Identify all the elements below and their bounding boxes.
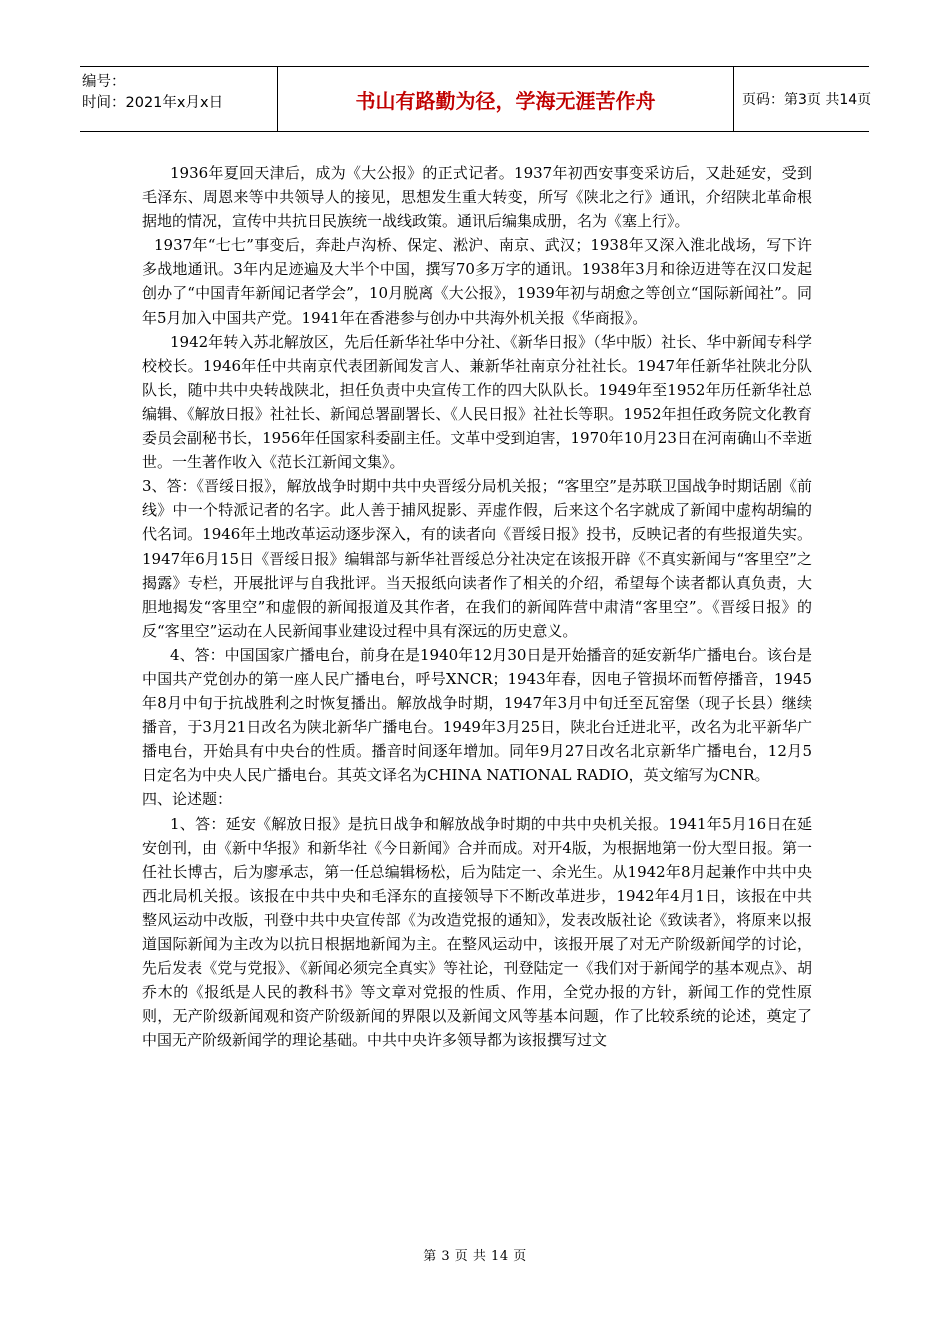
header-motto: 书山有路勤为径，学海无涯苦作舟 [277, 67, 734, 131]
page-footer: 第 3 页 共 14 页 [423, 1249, 527, 1264]
paragraph: 1942年转入苏北解放区，先后任新华社华中分社、《新华日报》（华中版）社长、华中新闻专科学校校长。1946年任中共南京代表团新闻发言人、兼新华社南京分社社长。1947年任新华社陕北分队队长，随中共中央转战陕北，担任负责中央宣传工作的四大队队长。1949年至1952年历任新华社总编辑、《解放日报》社社长、新闻总署副署长、《人民日报》社社长等职。1952年担任政务院文化教育委员会副秘书长，1956年任国家科委副主任。文革中受到迫害，1970年10月23日在河南确山不幸逝世。一生著作收入《范长江新闻文集》。 [142, 332, 812, 472]
paragraph: 1、答：延安《解放日报》是抗日战争和解放战争时期的中共中央机关报。1941年5月16日在延安创刊，由《新中华报》和新华社《今日新闻》合并而成。对开4版，为根据地第一份大型日报。第一任社长博古，后为廖承志，第一任总编辑杨松，后为陆定一、余光生。从1942年8月起兼作中共中央西北局机关报。该报在中共中央和毛泽东的直接领导下不断改革进步，1942年4月1日，该报在中共整风运动中改版，刊登中共中央宣传部《为改造党报的通知》，发表改版社论《致读者》，将原来以报道国际新闻为主改为以抗日根据地新闻为主。在整风运动中，该报开展了对无产阶级新闻学的讨论，先后发表《党与党报》、《新闻必须完全真实》等社论，刊登陆定一《我们对于新闻学的基本观点》、胡乔木的《报纸是人民的教科书》等文章对党报的性质、作用，全党办报的方针，新闻工作的党性原则，无产阶级新闻观和资产阶级新闻的界限以及新闻文风等基本问题，作了比较系统的论述，奠定了中国无产阶级新闻学的理论基础。中共中央许多领导都为该报撰写过文 [142, 814, 812, 1050]
paragraph: 1936年夏回天津后，成为《大公报》的正式记者。1937年初西安事变采访后，又赴延安，受到毛泽东、周恩来等中共领导人的接见，思想发生重大转变，所写《陕北之行》通讯，介绍陕北革命根据地的情况，宣传中共抗日民族统一战线政策。通讯后编集成册，名为《塞上行》。 [142, 164, 812, 231]
paragraph: 1937年“七七”事变后，奔赴卢沟桥、保定、淞沪、南京、武汉；1938年又深入淮北战场，写下许多战地通讯。3年内足迹遍及大半个中国，撰写70多万字的通讯。1938年3月和徐迈进等在汉口发起创办了“中国青年新闻记者学会”，10月脱离《大公报》，1939年初与胡愈之等创立“国际新闻社”。同年5月加入中国共产党。1941年在香港参与创办中共海外机关报《华商报》。 [142, 236, 812, 327]
paragraph: 4、答：中国国家广播电台，前身在是1940年12月30日是开始播音的延安新华广播电台。该台是中国共产党创办的第一座人民广播电台，呼号XNCR；1943年春，因电子管损坏而暂停播音，1945年8月中旬于抗战胜利之时恢复播出。解放战争时期，1947年3月中旬迁至瓦窑堡（现子长县）继续播音，于3月21日改名为陕北新华广播电台。1949年3月25日，陕北台迁进北平，改名为北平新华广播电台，开始具有中央台的性质。播音时间逐年增加。同年9月27日改名北京新华广播电台，12月5日定名为中央人民广播电台。其英文译名为CHINA NATIONAL RADIO，英文缩写为CNR。 [142, 645, 812, 785]
header-meta [82, 72, 272, 114]
paragraph: 3、答：《晋绥日报》，解放战争时期中共中央晋绥分局机关报；“客里空”是苏联卫国战争时期话剧《前线》中一个特派记者的名字。此人善于捕风捉影、弄虚作假，后来这个名字就成了新闻中虚构胡编的代名词。1946年土地改革运动逐步深入，有的读者向《晋绥日报》投书，反映记者的有些报道失实。1947年6月15日《晋绥日报》编辑部与新华社晋绥总分社决定在该报开辟《不真实新闻与“客里空”之揭露》专栏，开展批评与自我批评。当天报纸向读者作了相关的介绍，希望每个读者都认真负责，大胆地揭发“客里空”和虚假的新闻报道及其作者，在我们的新闻阵营中肃清“客里空”。《晋绥日报》的反“客里空”运动在人民新闻事业建设过程中具有深远的历史意义。 [142, 477, 812, 640]
header-page-info: 页码：第3页 共14页 [742, 92, 872, 108]
page-header [80, 66, 872, 132]
document-body [142, 161, 812, 1052]
time-label: 时间：2021年x月x日 [82, 95, 224, 111]
number-label: 编号： [82, 74, 126, 90]
section-heading: 四、论述题： [142, 790, 233, 809]
